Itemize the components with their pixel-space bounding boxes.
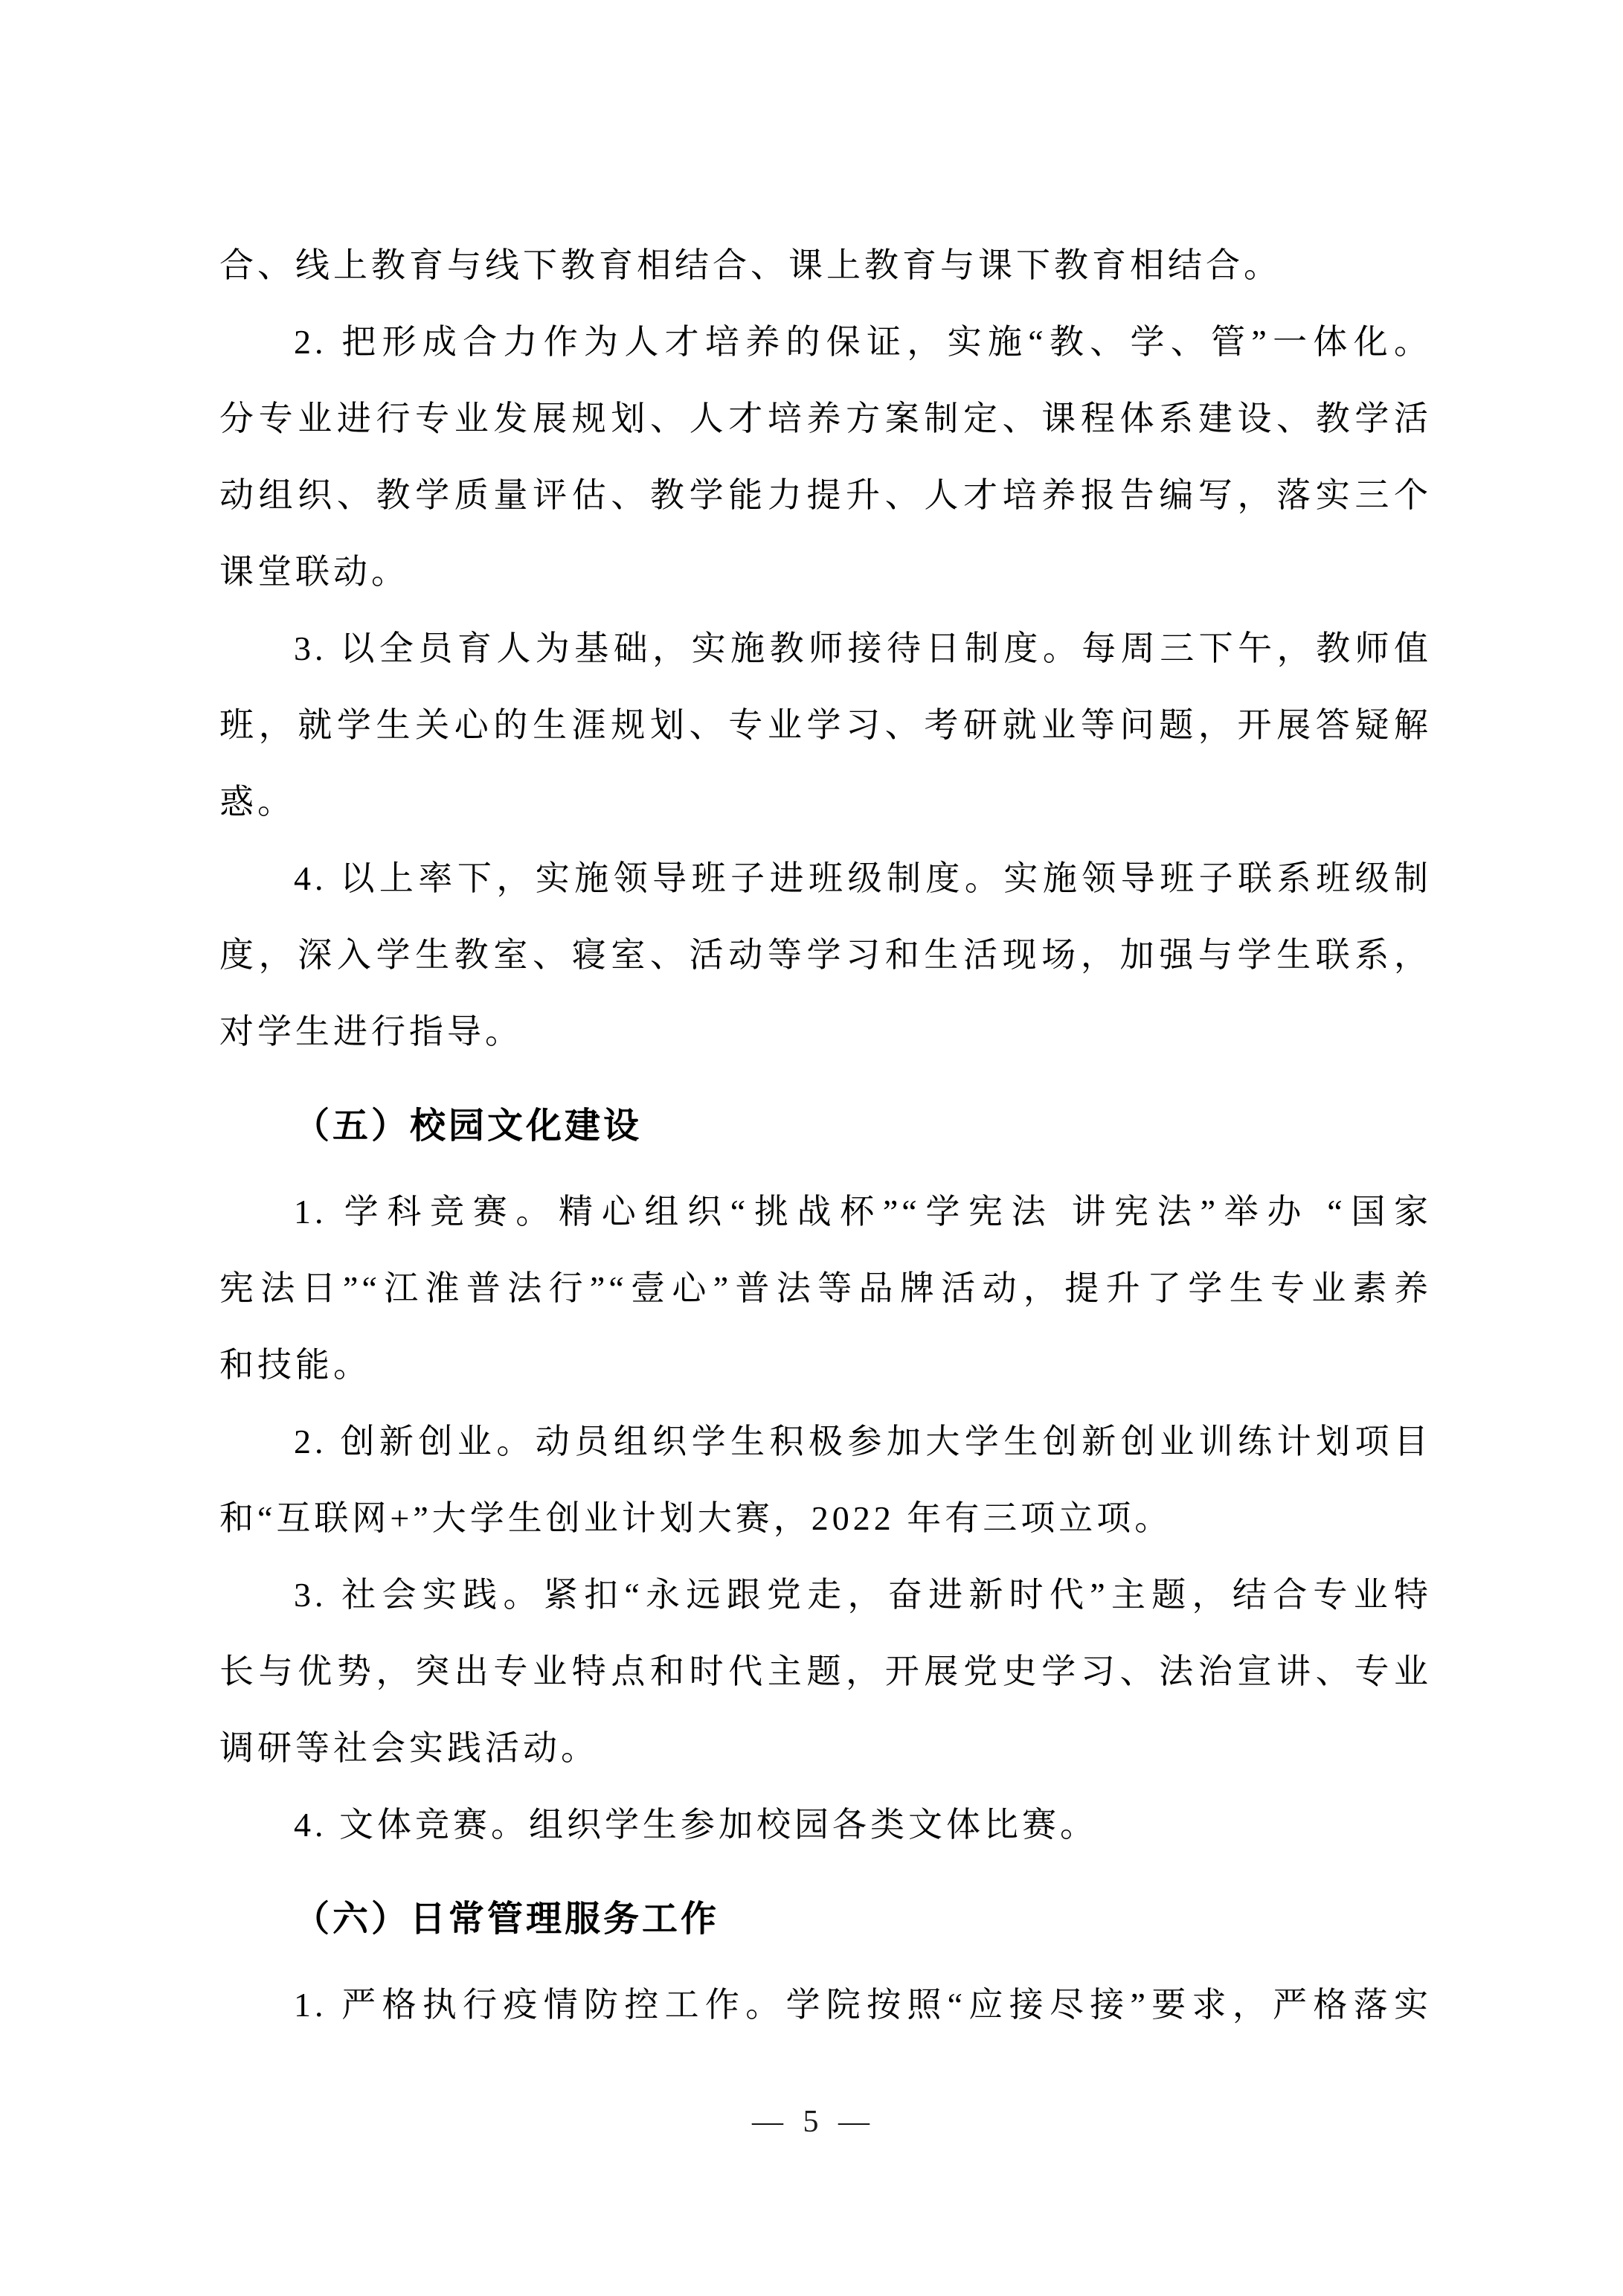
paragraph-line: 合、线上教育与线下教育相结合、课上教育与课下教育相结合。 [219,246,1282,284]
paragraph-line: 4. 以上率下，实施领导班子进班级制度。实施领导班子联系班级制 [294,859,1432,897]
page-footer [0,2100,1623,2144]
paragraph-line: 2. 创新创业。动员组织学生积极参加大学生创新创业训练计划项目 [294,1423,1432,1460]
paragraph-line: 宪法日”“江淮普法行”“壹心”普法等品牌活动，提升了学生专业素养 [219,1269,1432,1307]
paragraph-line: 度，深入学生教室、寝室、活动等学习和生活现场，加强与学生联系， [219,936,1432,974]
paragraph-line: 3. 以全员育人为基础，实施教师接待日制度。每周三下午，教师值 [294,629,1432,667]
section-heading-6: （六）日常管理服务工作 [294,1899,720,1939]
paragraph-line: 长与优势，突出专业特点和时代主题，开展党史学习、法治宣讲、专业 [219,1652,1432,1690]
paragraph-line: 1. 学科竞赛。精心组织“挑战杯”“学宪法 讲宪法”举办 “国家 [294,1193,1432,1231]
paragraph-line: 2. 把形成合力作为人才培养的保证，实施“教、学、管”一体化。 [294,323,1432,361]
paragraph-line: 3. 社会实践。紧扣“永远跟党走，奋进新时代”主题，结合专业特 [294,1576,1432,1614]
page-number: — 5 — [752,2105,871,2139]
paragraph-line: 调研等社会实践活动。 [219,1729,599,1767]
paragraph-line: 4. 文体竞赛。组织学生参加校园各类文体比赛。 [294,1806,1098,1844]
paragraph-line: 1. 严格执行疫情防控工作。学院按照“应接尽接”要求，严格落实 [294,1986,1432,2024]
paragraph-line: 对学生进行指导。 [219,1013,523,1051]
paragraph-line: 动组织、教学质量评估、教学能力提升、人才培养报告编写，落实三个 [219,476,1432,514]
paragraph-line: 课堂联动。 [219,553,409,591]
paragraph-line: 分专业进行专业发展规划、人才培养方案制定、课程体系建设、教学活 [219,400,1432,437]
paragraph-line: 和“互联网+”大学生创业计划大赛，2022 年有三项立项。 [219,1499,1173,1537]
paragraph-line: 惑。 [219,783,295,821]
section-heading-5: （五）校园文化建设 [294,1106,643,1146]
document-body [219,227,1432,2043]
paragraph-line: 和技能。 [219,1346,371,1384]
paragraph-line: 班，就学生关心的生涯规划、专业学习、考研就业等问题，开展答疑解 [219,706,1432,744]
